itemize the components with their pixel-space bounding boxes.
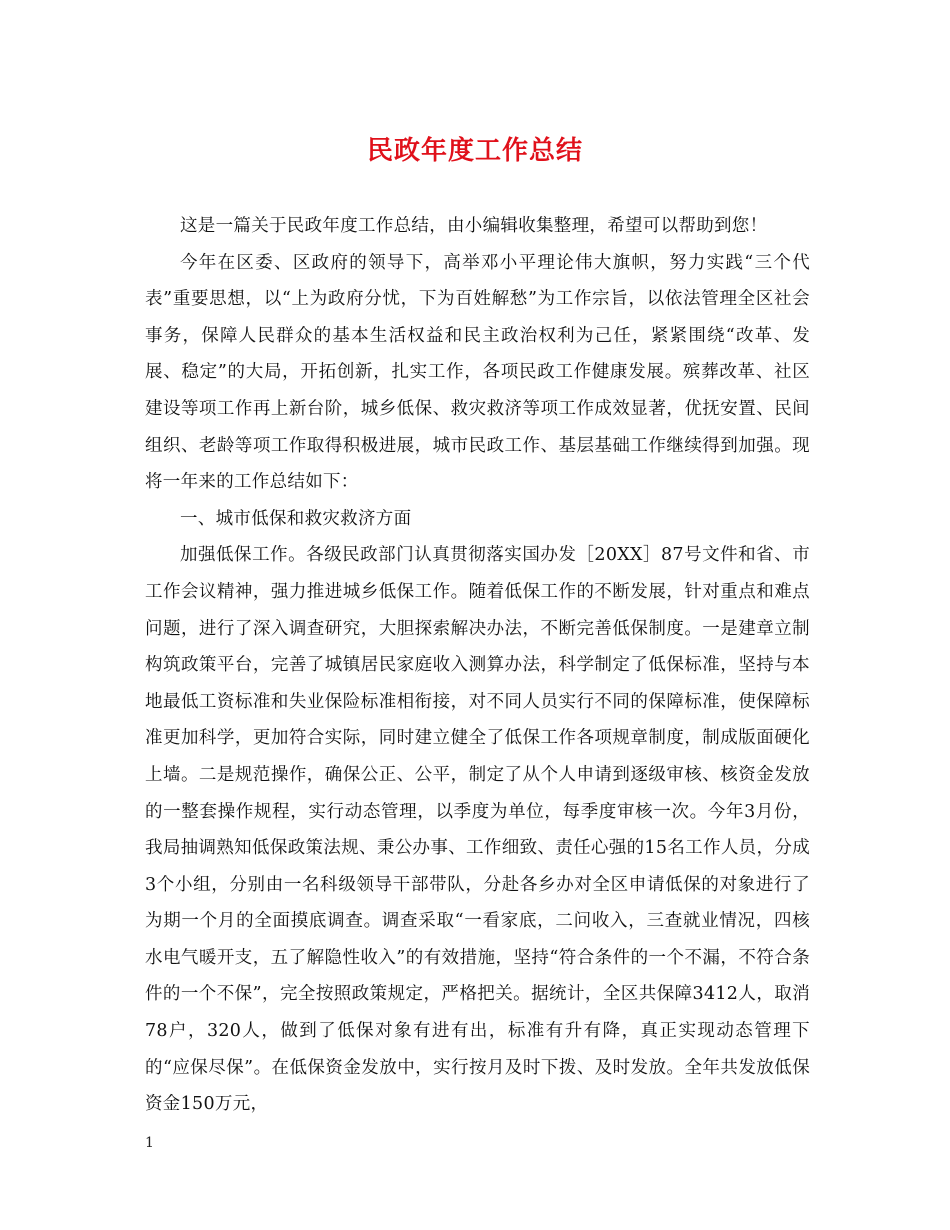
page-number: 1 xyxy=(145,1135,154,1151)
document-body xyxy=(145,208,810,1123)
intro-paragraph: 这是一篇关于民政年度工作总结，由小编辑收集整理，希望可以帮助到您！ xyxy=(180,216,768,236)
summary-paragraph: 今年在区委、区政府的领导下，高举邓小平理论伟大旗帜，努力实践“三个代表”重要思想，以“上为政府分忧，下为百姓解愁”为工作宗旨，以依法管理全区社会事务，保障人民群众的基本生活权益和民主政治权利为己任，紧紧围绕“改革、发展、稳定”的大局，开拓创新，扎实工作，各项民政工作健康发展。殡葬改革、社区建设等项工作再上新台阶，城乡低保、救灾救济等项工作成效显著，优抚安置、民间组织、老龄等项工作取得积极进展，城市民政工作、基层基础工作继续得到加强。现将一年来的工作总结如下： xyxy=(145,252,810,493)
document-title: 民政年度工作总结 xyxy=(366,136,583,166)
low-income-paragraph: 加强低保工作。各级民政部门认真贯彻落实国办发［20XX］87号文件和省、市工作会议精神，强力推进城乡低保工作。随着低保工作的不断发展，针对重点和难点问题，进行了深入调查研究，大胆探索解决办法，不断完善低保制度。一是建章立制构筑政策平台，完善了城镇居民家庭收入测算办法，科学制定了低保标准，坚持与本地最低工资标准和失业保险标准相衔接，对不同人员实行不同的保障标准，使保障标准更加科学，更加符合实际，同时建立健全了低保工作各项规章制度，制成版面硬化上墙。二是规范操作，确保公正、公平，制定了从个人申请到逐级审核、核资金发放的一整套操作规程，实行动态管理，以季度为单位，每季度审核一次。今年3月份，我局抽调熟知低保政策法规、秉公办事、工作细致、责任心强的15名工作人员，分成3个小组，分别由一名科级领导干部带队，分赴各乡办对全区申请低保的对象进行了为期一个月的全面摸底调查。调查采取“一看家底，二问收入，三查就业情况，四核水电气暖开支，五了解隐性收入”的有效措施，坚持“符合条件的一个不漏，不符合条件的一个不保”，完全按照政策规定，严格把关。据统计，全区共保障3412人，取消78户，320人，做到了低保对象有进有出，标准有升有降，真正实现动态管理下的“应保尽保”。在低保资金发放中，实行按月及时下拨、及时发放。全年共发放低保资金150万元， xyxy=(145,545,810,1115)
section-heading: 一、城市低保和救灾救济方面 xyxy=(180,508,412,529)
